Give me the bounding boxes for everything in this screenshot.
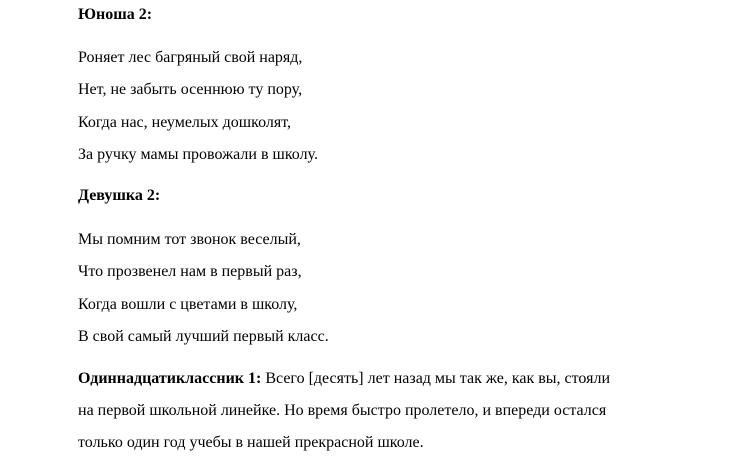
poem-line: Роняет лес багряный свой наряд, xyxy=(78,49,303,66)
prose-text: Всего [десять] лет назад мы так же, как вы, стояли xyxy=(265,370,611,387)
poem-line: Когда нас, неумелых дошколят, xyxy=(78,114,292,131)
poem-line: Когда вошли с цветами в школу, xyxy=(78,296,298,313)
poem-line: Что прозвенел нам в первый раз, xyxy=(78,263,302,280)
speaker-heading: Юноша 2: xyxy=(78,6,153,23)
poem-line: В свой самый лучший первый класс. xyxy=(78,328,329,345)
poem-line: Мы помним тот звонок веселый, xyxy=(78,231,301,248)
prose-paragraph-first-line xyxy=(78,369,610,389)
speaker-heading: Одиннадцатиклассник 1: xyxy=(78,370,262,387)
poem-line: За ручку мамы провожали в школу. xyxy=(78,146,318,163)
prose-line: на первой школьной линейке. Но время быстро пролетело, и впереди остался xyxy=(78,402,607,419)
speaker-heading: Девушка 2: xyxy=(78,187,161,204)
prose-line: только один год учебы в нашей прекрасной школе. xyxy=(78,434,424,451)
poem-line: Нет, не забыть осеннюю ту пору, xyxy=(78,81,303,98)
